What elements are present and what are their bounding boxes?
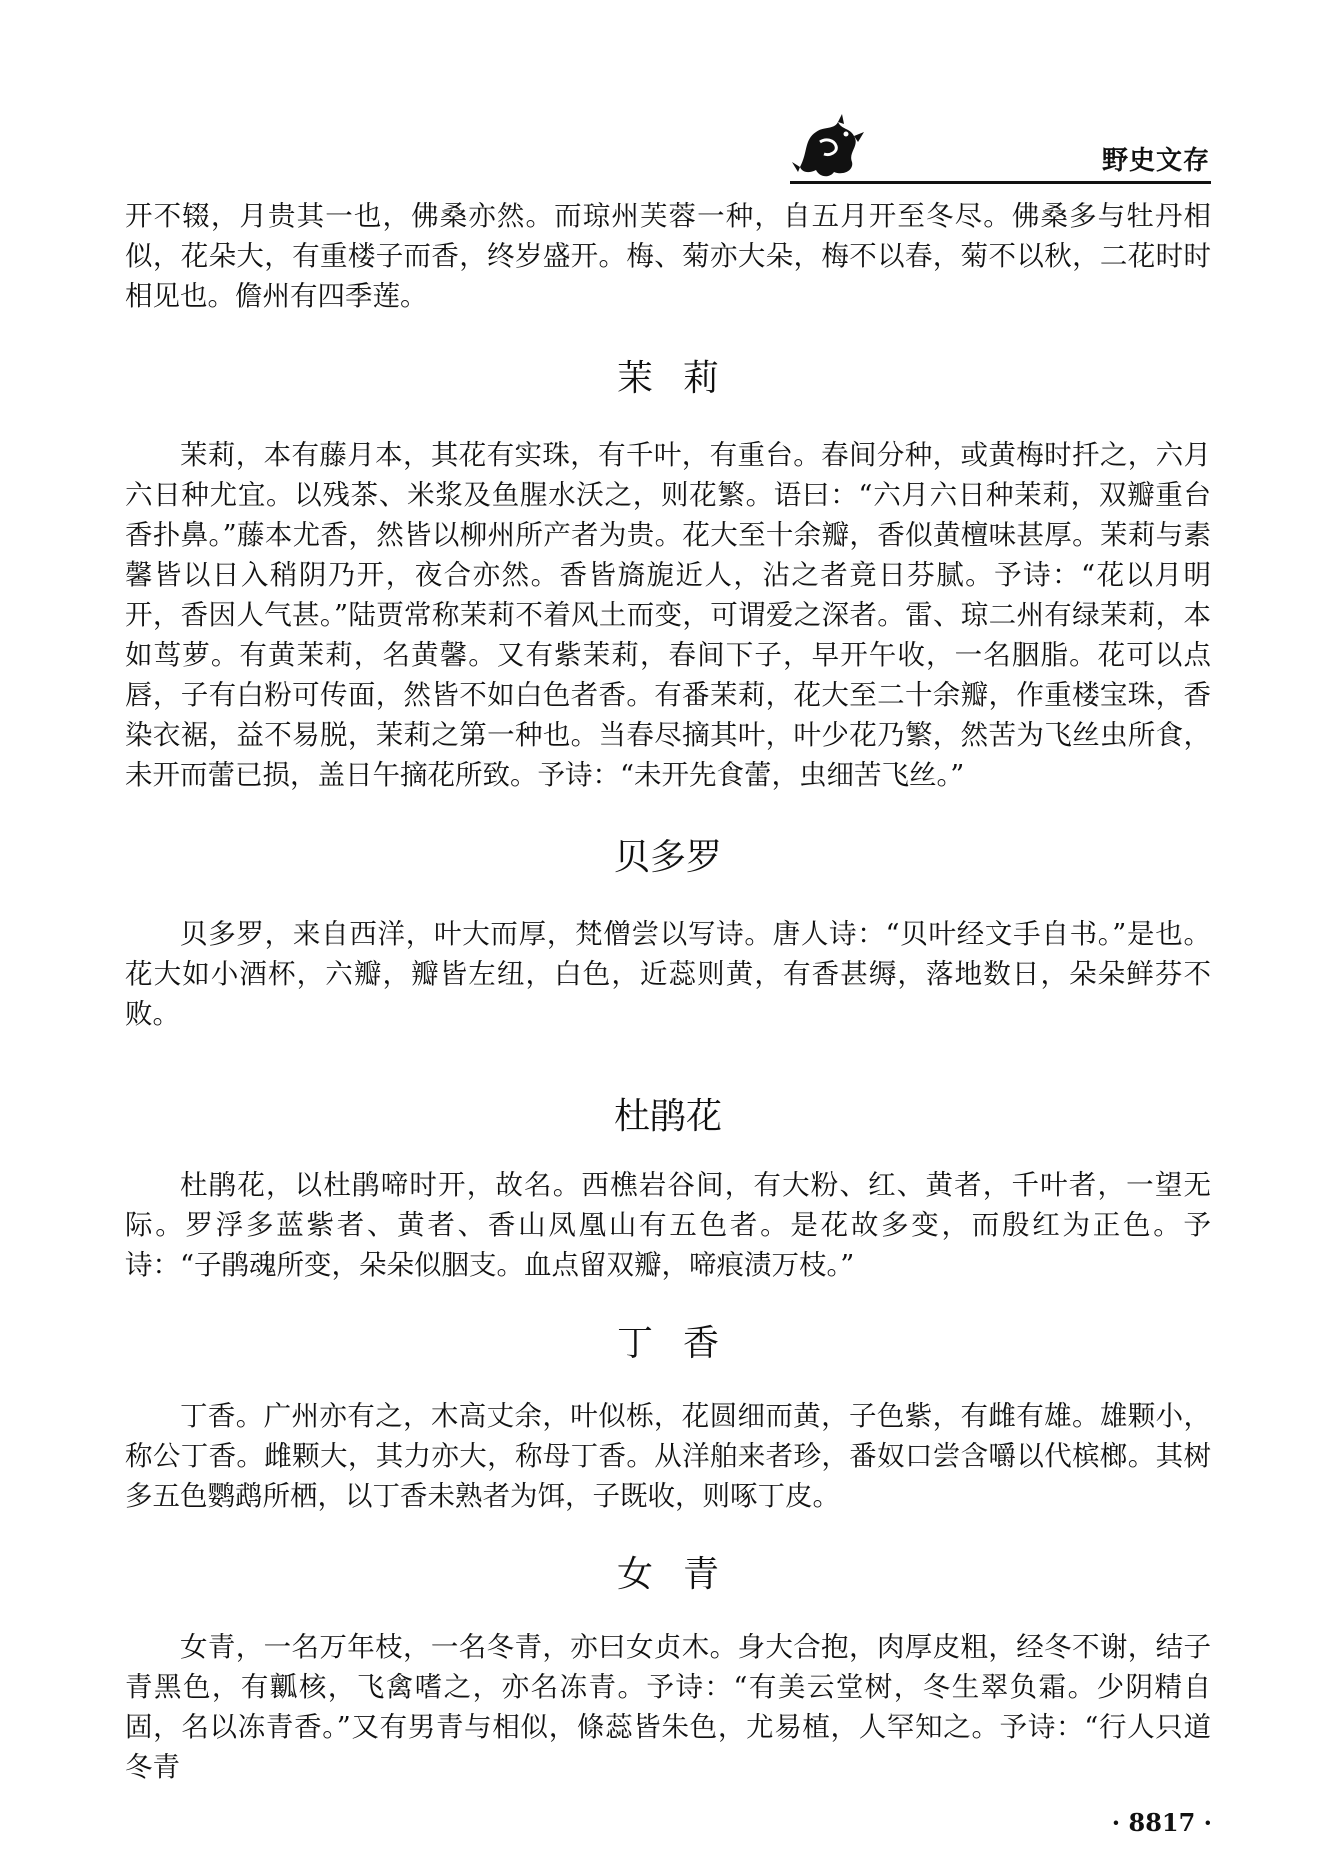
dragon-emblem-icon (790, 112, 870, 182)
running-header (790, 112, 1210, 187)
section-title-dingxiang: 丁香 (616, 1323, 749, 1364)
page-number: · 8817 · (1111, 1808, 1212, 1837)
section-text-nvqing: 女青，一名万年枝，一名冬青，亦曰女贞木。身大合抱，肉厚皮粗，经冬不谢，结子青黑色，有瓤核，飞禽嗜之，亦名冻青。予诗：“有美云堂树，冬生翠负霜。少阴精自固，名以冻青香。”又有男青与相似，條蕊皆朱色，尤易植，人罕知之。予诗：“行人只道冬青 (125, 1631, 1211, 1783)
header-rule (790, 181, 1211, 184)
intro-paragraph: 开不辍，月贵其一也，佛桑亦然。而琼州芙蓉一种，自五月开至冬尽。佛桑多与牡丹相似，花朵大，有重楼子而香，终岁盛开。梅、菊亦大朵，梅不以春，菊不以秋，二花时时相见也。儋州有四季莲。 (125, 200, 1211, 312)
page-body (125, 196, 1211, 1787)
section-title-nvqing: 女青 (616, 1554, 749, 1595)
section-text-moli: 茉莉，本有藤月本，其花有实珠，有千叶，有重台。春间分种，或黄梅时扦之，六月六日种尤宜。以残茶、米浆及鱼腥水沃之，则花繁。语曰：“六月六日种茉莉，双瓣重台香扑鼻。”藤本尤香，然皆以柳州所产者为贵。花大至十余瓣，香似黄檀味甚厚。茉莉与素馨皆以日入稍阴乃开，夜合亦然。香皆旖旎近人，沾之者竟日芬腻。予诗：“花以月明开，香因人气甚。”陆贾常称茉莉不着风土而变，可谓爱之深者。雷、琼二州有绿茉莉，本如茑萝。有黄茉莉，名黄馨。又有紫茉莉，春间下子，早开午收，一名胭脂。花可以点唇，子有白粉可传面，然皆不如白色者香。有番茉莉，花大至二十余瓣，作重楼宝珠，香染衣裾，益不易脱，茉莉之第一种也。当春尽摘其叶，叶少花乃繁，然苦为飞丝虫所食，未开而蕾已损，盖日午摘花所致。予诗：“未开先食蕾，虫细苦飞丝。” (125, 439, 1211, 791)
section-text-dingxiang: 丁香。广州亦有之，木高丈余，叶似栎，花圆细而黄，子色紫，有雌有雄。雄颗小，称公丁香。雌颗大，其力亦大，称母丁香。从洋舶来者珍，番奴口尝含嚼以代槟榔。其树多五色鹦鹉所栖，以丁香未熟者为饵，子既收，则啄丁皮。 (125, 1400, 1211, 1512)
section-text-beiduoluo: 贝多罗，来自西洋，叶大而厚，梵僧尝以写诗。唐人诗：“贝叶经文手自书。”是也。花大如小酒杯，六瓣，瓣皆左纽，白色，近蕊则黄，有香甚缛，落地数日，朵朵鲜芬不败。 (125, 918, 1211, 1030)
series-title: 野史文存 (1101, 146, 1210, 176)
section-text-dujuanhua: 杜鹃花，以杜鹃啼时开，故名。西樵岩谷间，有大粉、红、黄者，千叶者，一望无际。罗浮多蓝紫者、黄者、香山凤凰山有五色者。是花故多变，而殷红为正色。予诗：“子鹃魂所变，朵朵似胭支。血点留双瓣，啼痕渍万枝。” (125, 1169, 1211, 1281)
section-title-dujuanhua: 杜鹃花 (613, 1096, 722, 1137)
section-title-beiduoluo: 贝多罗 (613, 837, 722, 878)
section-title-moli: 茉莉 (616, 358, 749, 399)
